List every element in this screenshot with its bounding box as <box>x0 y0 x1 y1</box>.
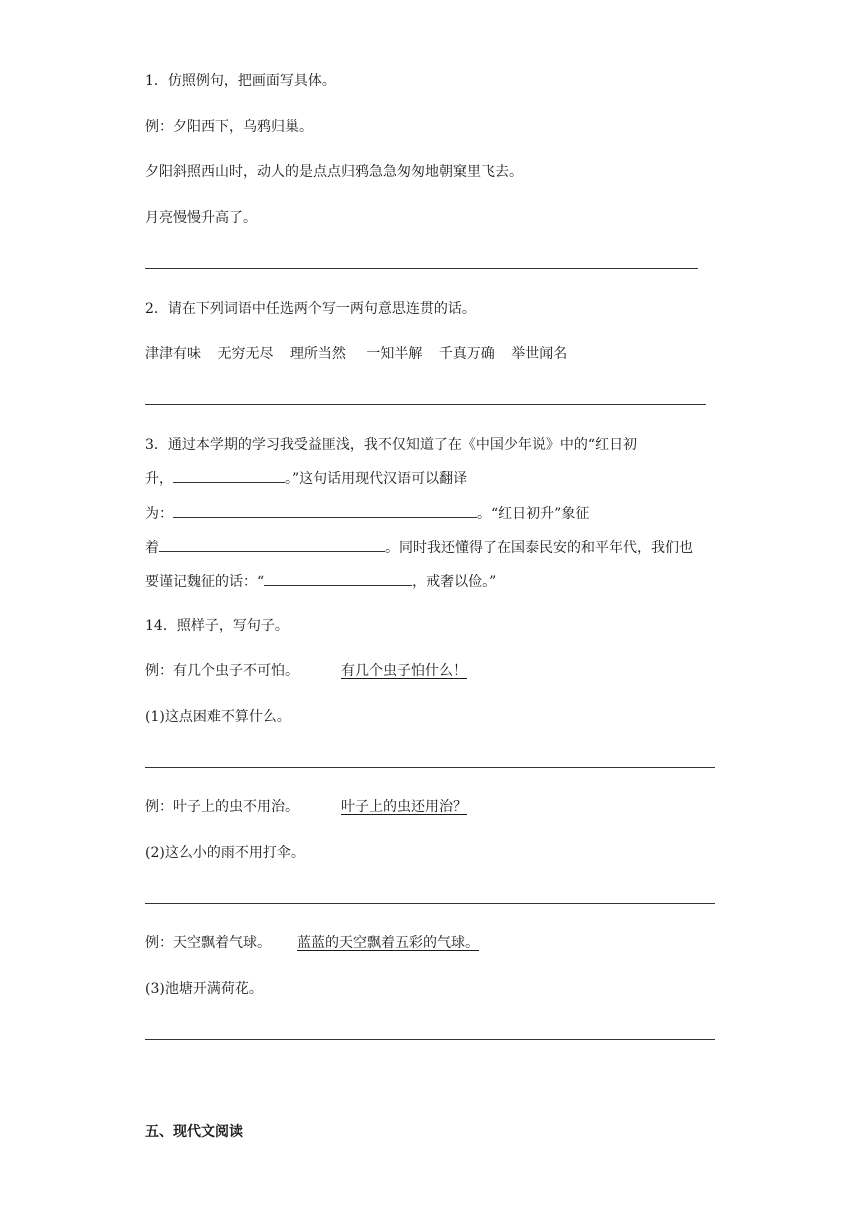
q14-prompt-1: (1)这点困难不算什么。 <box>145 709 291 725</box>
q1-answer-line[interactable] <box>145 268 698 269</box>
q14-example-3: 例：天空飘着气球。 蓝蓝的天空飘着五彩的气球。 <box>145 935 479 951</box>
q2-word: 无穷无尽 <box>217 346 274 362</box>
q14-prompt-3: (3)池塘开满荷花。 <box>145 981 263 997</box>
q2-word-list <box>145 344 567 364</box>
q2-word: 一知半解 <box>366 346 423 362</box>
q3-blank-4[interactable] <box>264 571 412 586</box>
q14-example-1: 例：有几个虫子不可怕。 有几个虫子怕什么！ <box>145 663 467 679</box>
q3-line-1: 3．通过本学期的学习我受益匪浅，我不仅知道了在《中国少年说》中的“红日初 <box>145 437 638 453</box>
q14-prompt-2: (2)这么小的雨不用打伞。 <box>145 845 305 861</box>
q1-example-expanded: 夕阳斜照西山时，动人的是点点归鸦急急匆匆地朝窠里飞去。 <box>145 164 523 180</box>
q2-answer-line[interactable] <box>145 404 706 405</box>
q3-line-2: 升， 。”这句话用现代汉语可以翻译 <box>145 468 467 489</box>
q3-line-4: 着 。同时我还懂得了在国泰民安的和平年代，我们也 <box>145 537 693 558</box>
q14-answer-line-1[interactable] <box>145 767 715 768</box>
q1-prompt: 月亮慢慢升高了。 <box>145 210 257 226</box>
q2-word: 理所当然 <box>289 346 346 362</box>
q14-example-3-answer: 蓝蓝的天空飘着五彩的气球。 <box>297 935 479 951</box>
q14-example-2: 例：叶子上的虫不用治。 叶子上的虫还用治？ <box>145 799 467 815</box>
q2-word: 津津有味 <box>145 346 201 362</box>
q3-line-5: 要谨记魏征的话：“ ，戒奢以俭。” <box>145 571 496 592</box>
q2-word: 千真万确 <box>438 346 495 362</box>
q14-answer-line-2[interactable] <box>145 903 715 904</box>
q14-answer-line-3[interactable] <box>145 1039 715 1040</box>
q3-blank-3[interactable] <box>159 537 385 552</box>
q3-blank-2[interactable] <box>173 503 477 518</box>
q1-title: 1．仿照例句，把画面写具体。 <box>145 73 336 89</box>
q14-title: 14．照样子，写句子。 <box>145 618 289 634</box>
q3-blank-1[interactable] <box>173 468 285 483</box>
q14-example-2-answer: 叶子上的虫还用治？ <box>341 799 467 815</box>
q14-example-1-answer: 有几个虫子怕什么！ <box>341 663 467 679</box>
section-5-title: 五、现代文阅读 <box>145 1124 243 1140</box>
q1-example: 例：夕阳西下，乌鸦归巢。 <box>145 119 313 135</box>
q2-word: 举世闻名 <box>511 346 568 362</box>
q3-line-3: 为： 。“红日初升”象征 <box>145 503 589 524</box>
q2-title: 2．请在下列词语中任选两个写一两句意思连贯的话。 <box>145 301 476 317</box>
